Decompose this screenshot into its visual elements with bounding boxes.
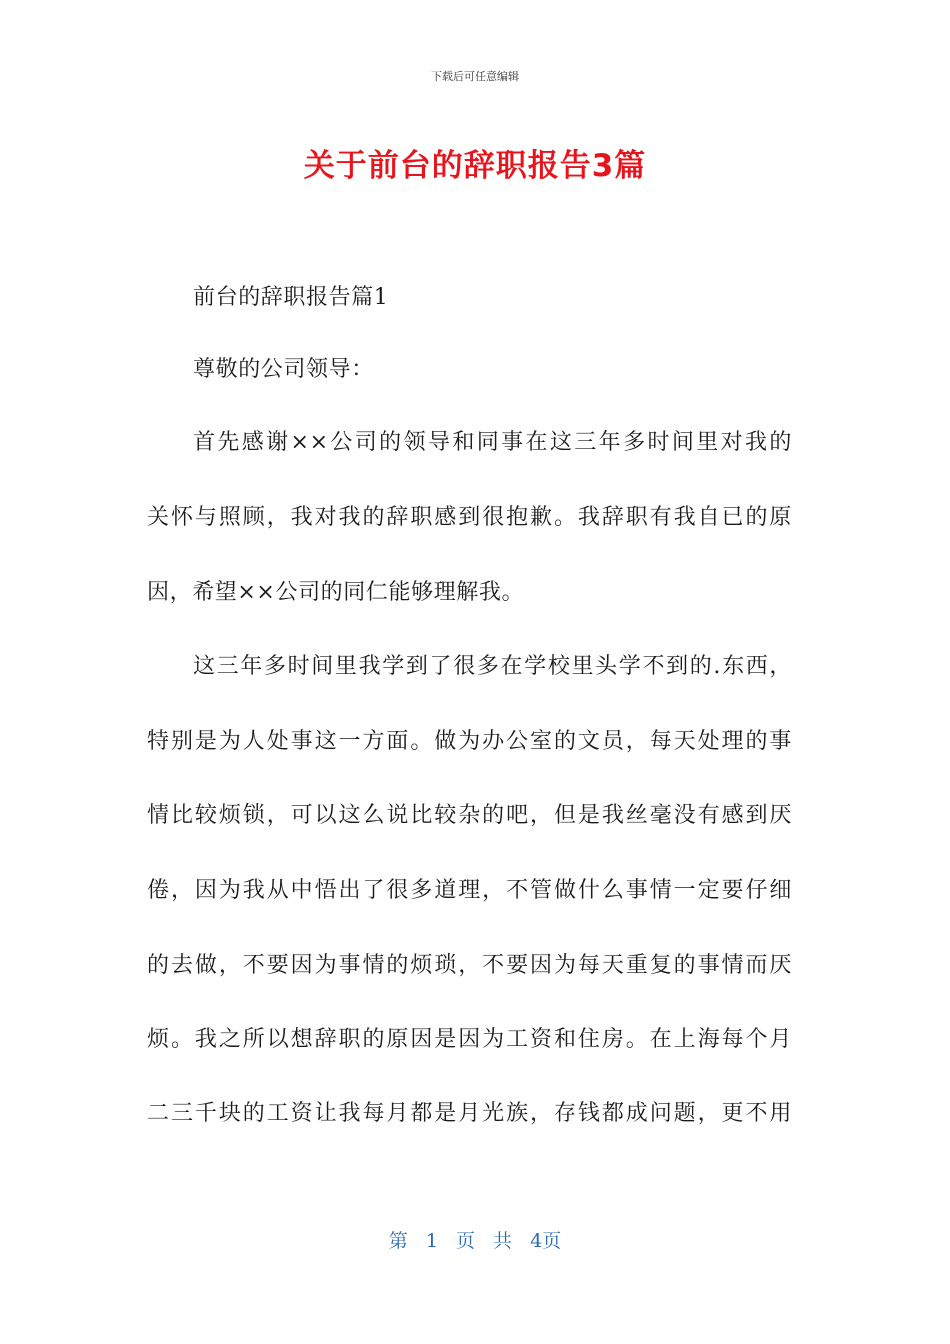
paragraph-line: 因，希望××公司的同仁能够理解我。: [147, 580, 525, 605]
footer-page-label: 页: [455, 1230, 475, 1252]
paragraph-line: 倦，因为我从中悟出了很多道理，不管做什么事情一定要仔细: [147, 878, 792, 903]
document-title: 关于前台的辞职报告3篇: [303, 148, 647, 184]
paragraph-line: 这三年多时间里我学到了很多在学校里头学不到的.东西，: [193, 654, 792, 679]
footer-total-pages: 4页: [530, 1230, 562, 1252]
paragraph-line: 二三千块的工资让我每月都是月光族，存钱都成问题，更不用: [147, 1101, 792, 1126]
paragraph-line: 烦。我之所以想辞职的原因是因为工资和住房。在上海每个月: [147, 1027, 792, 1052]
section-heading: 前台的辞职报告篇1: [193, 285, 389, 310]
page-footer: [0, 1226, 950, 1253]
footer-prefix: 第: [388, 1230, 408, 1252]
footer-total-prefix: 共: [493, 1230, 513, 1252]
paragraph-line: 首先感谢××公司的领导和同事在这三年多时间里对我的: [193, 430, 792, 455]
footer-page-number: 1: [425, 1230, 438, 1252]
page-header-note: 下载后可任意编辑: [431, 70, 519, 83]
paragraph-line: 关怀与照顾，我对我的辞职感到很抱歉。我辞职有我自已的原: [147, 505, 792, 530]
salutation: 尊敬的公司领导：: [193, 357, 374, 382]
paragraph-line: 情比较烦锁，可以这么说比较杂的吧，但是我丝毫没有感到厌: [147, 803, 792, 828]
paragraph-line: 的去做，不要因为事情的烦琐，不要因为每天重复的事情而厌: [147, 953, 792, 978]
paragraph-line: 特别是为人处事这一方面。做为办公室的文员，每天处理的事: [147, 729, 792, 754]
